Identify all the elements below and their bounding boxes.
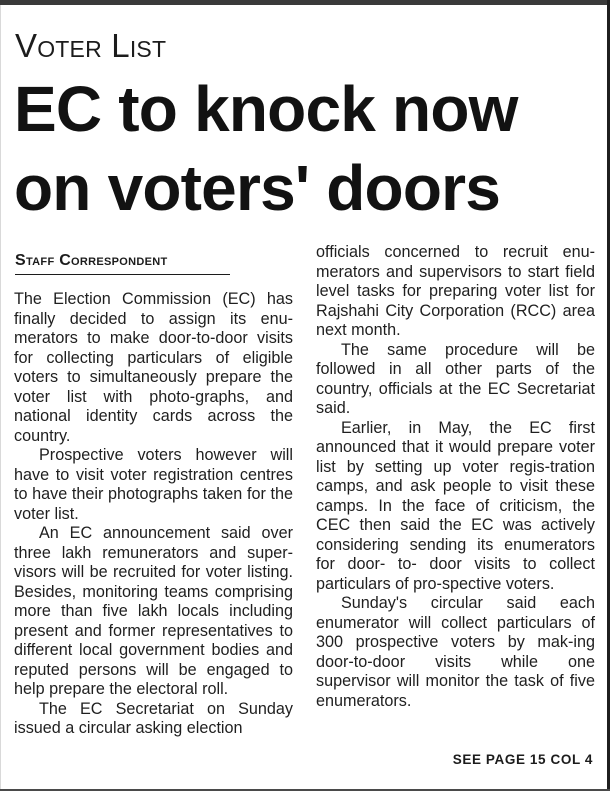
paragraph: An EC announcement said over three lakh remunerators and super-visors will be recruited for voter listing. Besides, monitoring teams comprising more than five lakh locals including present and former representatives to different local government bodies and reputed persons will be engaged to help prepare the electoral roll.	[14, 524, 293, 698]
headline-line-2: on voters' doors	[14, 152, 501, 224]
byline-underline	[15, 274, 230, 275]
paragraph: Sunday's circular said each enumerator will collect particulars of 300 prospective voters by mak-ing door-to-door visits while one supervisor will monitor the task of five enumerators.	[316, 594, 595, 710]
paragraph: Prospective voters however will have to visit voter registration centres to have their photographs taken for the voter list.	[14, 446, 293, 523]
section-kicker: Voter List	[15, 27, 167, 64]
continued-jump-line: SEE PAGE 15 COL 4	[452, 752, 593, 767]
paragraph: Earlier, in May, the EC first announced that it would prepare voter list by setting up voter regis-tration camps, and ask people to visit these camps. In the face of criticism, the CEC then said the EC was actively considering sending its enumerators for door- to- door visits to collect particulars of pro-spective voters.	[316, 418, 595, 593]
top-border-rule	[0, 0, 610, 5]
body-column-left	[14, 290, 293, 739]
paragraph: The same procedure will be followed in all other parts of the country, officials at the EC Secretariat said.	[316, 340, 595, 417]
paragraph: officials concerned to recruit enu-merators and supervisors to start field level tasks for preparing voter list for Rajshahi City Corporation (RCC) area next month.	[316, 243, 595, 339]
byline: Staff Correspondent	[15, 252, 168, 269]
body-column-right	[316, 243, 595, 711]
paragraph: The EC Secretariat on Sunday issued a circular asking election	[14, 699, 293, 737]
paragraph: The Election Commission (EC) has finally decided to assign its enu-merators to make door-to-door visits for collecting particulars of eligible voters to simultaneously prepare the voter list with photo-graphs, and national identity cards across the country.	[14, 290, 293, 445]
headline-line-1: EC to knock now	[14, 73, 518, 145]
headline	[14, 70, 594, 228]
